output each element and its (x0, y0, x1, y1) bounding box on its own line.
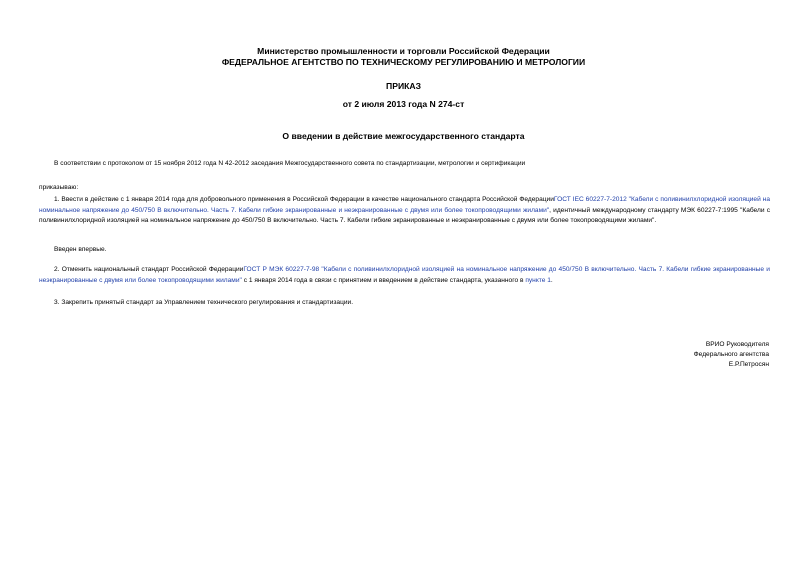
point-1-link[interactable]: пункте 1 (525, 276, 551, 284)
signature-position-line-1: ВРИО Руководителя (705, 341, 769, 348)
document-type: ПРИКАЗ (386, 81, 421, 91)
order-item-1 (39, 195, 770, 227)
ministry-title: Министерство промышленности и торговли Российской Федерации (257, 46, 550, 56)
order-item-3: 3. Закрепить принятый стандарт за Управлением технического регулирования и стандартизации. (54, 299, 354, 306)
item-2-text-middle: с 1 января 2014 года в связи с принятием и введением в действие стандарта, указанного в (241, 276, 526, 284)
agency-title: ФЕДЕРАЛЬНОЕ АГЕНТСТВО ПО ТЕХНИЧЕСКОМУ РЕГУЛИРОВАНИЮ И МЕТРОЛОГИИ (221, 57, 586, 67)
signature-position-line-2: Федерального агентства (693, 351, 769, 358)
item-2-text-end: . (550, 276, 553, 284)
document-date-number: от 2 июля 2013 года N 274-ст (342, 99, 465, 109)
item-1-text-after: , идентичный международному стандарту МЭК 60227-7:1995 "Кабели с поливинилхлоридной изоляцией на номинальное напряжение до 450/750 В включительно. Часть 7. Кабели гибкие экранированные и неэкранированные с двумя или более токопроводящими жилами". (39, 206, 771, 224)
order-word: приказываю: (39, 184, 79, 191)
gost-iec-60227-7-2012-link[interactable]: ГОСТ IEC 60227-7-2012 "Кабели с поливинилхлоридной изоляцией на номинальное напряжение до 450/750 В включительно. Часть 7. Кабели гибкие экранированные и неэкранированные с двумя или более токопроводящими жилами" (39, 196, 770, 214)
signature-name: Е.Р.Петросян (728, 361, 769, 368)
introduced-first-note: Введен впервые. (54, 246, 107, 253)
preamble-text: В соответствии с протоколом от 15 ноября 2012 года N 42-2012 заседания Межгосударственного совета по стандартизации, метрологии и сертификации (54, 160, 526, 167)
order-item-2 (39, 265, 770, 286)
item-1-text-before: 1. Ввести в действие с 1 января 2014 года для добровольного применения в Российской Федерации в качестве национального стандарта Российской Федерации (54, 196, 554, 203)
document-subject: О введении в действие межгосударственного стандарта (282, 131, 525, 141)
gost-r-iec-60227-7-98-link[interactable]: ГОСТ Р МЭК 60227-7-98 "Кабели с поливинилхлоридной изоляцией на номинальное напряжение до 450/750 В включительно. Часть 7. Кабели гибкие экранированные и неэкранированные с двумя или более токопроводящими жилами" (39, 266, 770, 284)
item-2-text-before: 2. Отменить национальный стандарт Российской Федерации (54, 266, 244, 273)
